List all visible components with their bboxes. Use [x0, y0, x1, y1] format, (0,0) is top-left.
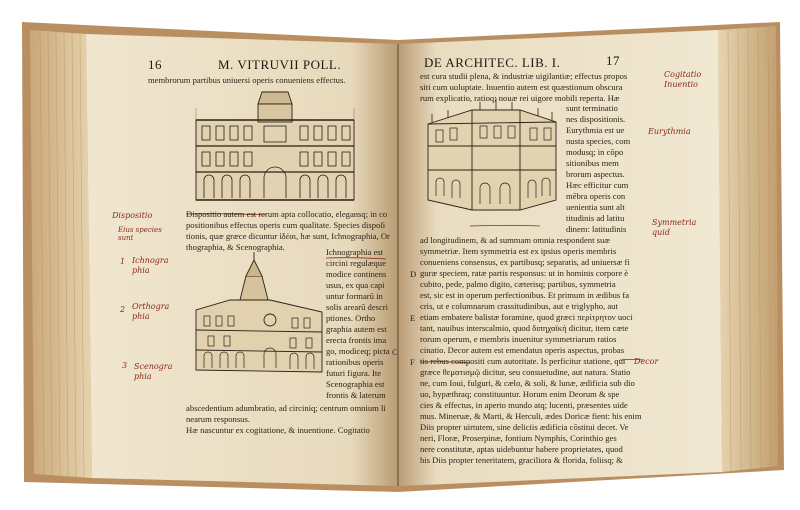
- text-line: nearum responsus.: [186, 415, 250, 424]
- left-running-head: M. VITRUVII POLL.: [218, 57, 342, 72]
- text-line: tant, nauibus interscalmio, quod διπηχαϊκή dicitur, item cæte: [420, 324, 629, 333]
- text-line: sunt terminatio: [566, 104, 618, 113]
- text-line: futuri figura. Ite: [326, 369, 382, 378]
- note-dispositio: Dispositio: [112, 211, 153, 220]
- text-line: Dispositio autem est rerum apta collocatio, elegansq; in co: [186, 210, 388, 219]
- text-line: conueniens consensus, ex partibusq; separatis, ad uniuersæ fi: [420, 258, 630, 267]
- text-line: guræ speciem, ratæ partis responsus: ut in hominis corpore è: [420, 269, 629, 278]
- note-num-1: 1: [120, 257, 126, 266]
- text-line: graphia autem est: [326, 325, 387, 334]
- text-line: Ichnographia est: [326, 248, 384, 257]
- text-line: usus, ex qua capi: [326, 281, 385, 290]
- right-lines-top: [420, 72, 627, 105]
- text-line: frontis & laterum: [326, 391, 386, 400]
- text-line: siti cum uoluptate. Inuentio autem est quæstionum obscura: [420, 83, 623, 92]
- text-line: est, sic est in operum perfectionibus. Et primum in ædibus fa: [420, 291, 630, 300]
- para-ichnographia: [326, 248, 390, 402]
- note-scenographia: Scenogra phia: [134, 362, 173, 381]
- right-lines-narrow: [566, 104, 630, 236]
- text-line: mus. Mineruæ, & Marti, & Herculi, ædes Doricæ fient: his enim: [420, 412, 642, 421]
- text-line: est cura studii plena, & industriæ uigilantiæ; effectus propos: [420, 72, 628, 81]
- text-line: untur formarū in: [326, 292, 383, 301]
- text-line: erecta frontis ima: [326, 336, 387, 345]
- note-num-2: 2: [120, 305, 126, 314]
- right-page-edges: [718, 26, 778, 472]
- margin-letter-f: F: [410, 357, 415, 367]
- note-cogitatio: Cogitatio Inuentio: [664, 70, 702, 89]
- text-line: mēbra operis con: [566, 192, 626, 201]
- text-line: cies & effectus, in aperto mundo atq; lucenti, præsentes uide: [420, 401, 628, 410]
- text-line: rorum operum, e membris inuenitur symmetriarum ratios: [420, 335, 617, 344]
- note-num-3: 3: [122, 361, 128, 370]
- text-line: go, modiceq; picta: [326, 347, 390, 356]
- text-line: sitionibus mem: [566, 159, 619, 168]
- text-line: dinem: latitudinis: [566, 225, 627, 234]
- text-line: tis rebus compositi cum autoritate. Is perficitur statione, qui: [420, 357, 626, 366]
- text-line: Hæ nascuntur ex cogitatione, & inuentione. Cogitatio: [186, 426, 370, 435]
- text-line: positionibus effectus operis cum qualitate. Species dispoſi: [186, 221, 386, 230]
- text-line: cinatio. Decor autem est emendatus operis aspectus, probas: [420, 346, 625, 355]
- margin-letter-d: D: [410, 269, 417, 279]
- left-page-number: 16: [148, 57, 162, 72]
- text-line: ad longitudinem, & ad summam omnia respondent suæ: [420, 236, 610, 245]
- text-line: thographia, & Scenographia.: [186, 243, 285, 252]
- note-decor: Decor: [634, 357, 659, 366]
- text-line: ptiones. Ortho: [326, 314, 376, 323]
- note-eius-species: Eius species sunt: [118, 226, 162, 243]
- text-line: his Diis propter teneritatem, graciliora & florida, foliisq; &: [420, 456, 623, 465]
- text-line: modice continens: [326, 270, 387, 279]
- note-orthographia: Orthogra phia: [132, 302, 170, 321]
- text-line: nusta species, com: [566, 137, 631, 146]
- text-line: circini regulæque: [326, 259, 386, 268]
- text-line: nes dispositionis.: [566, 115, 626, 124]
- left-first-line: membrorum partibus uniuersi operis conueniens effectus.: [148, 75, 346, 85]
- text-line: brorum aspectus.: [566, 170, 625, 179]
- text-line: Hæc efficitur cum: [566, 181, 629, 190]
- text-line: cris, ut e columnarum crassitudinibus, aut e triglypho, aut: [420, 302, 618, 311]
- text-line: Eurythmia est ue: [566, 126, 625, 135]
- note-symmetria: Symmetria quid: [652, 218, 697, 237]
- text-line: modusq; in cōpo: [566, 148, 624, 157]
- text-line: rum explicatio, ratioq; nouæ rei uigore mobili reperta. Hæ: [420, 94, 620, 103]
- text-line: neri, Floræ, Proserpinæ, fontium Nymphis, Corinthio ges: [420, 434, 617, 443]
- text-line: titudinis ad latitu: [566, 214, 625, 223]
- text-line: abscedentium adumbratio, ad circiniq; centrum omnium li: [186, 404, 386, 413]
- right-lines-bottom: [420, 236, 642, 467]
- text-line: symmetriæ. Item symmetria est ex ipsius operis membris: [420, 247, 617, 256]
- right-running-head: DE ARCHITEC. LIB. I.: [424, 55, 561, 70]
- text-line: cubito, pede, palmo digito, cæterisq; partibus, symmetria: [420, 280, 616, 289]
- left-page-edges: [30, 30, 92, 478]
- text-line: tionis, quæ græce dicuntur ἰδέαι, hæ sunt, Ichnographia, Or: [186, 232, 390, 241]
- text-line: Diis propter uirtutem, sine deliciis ædificia cōstitui decet. Ve: [420, 423, 629, 432]
- text-line: Scenographia est: [326, 380, 385, 389]
- text-line: ne, cum Ioui, fulguri, & cælo, & soli, & lunæ, ædificia sub dio: [420, 379, 635, 388]
- margin-letter-c: C: [392, 347, 398, 357]
- text-line: uenientia sunt alt: [566, 203, 625, 212]
- text-line: uo, hypæthraq; constituuntur. Horum enim Deorum & spe: [420, 390, 620, 399]
- right-page-number: 17: [606, 53, 620, 68]
- text-line: etiam embatere balistæ foramine, quod græci περίτρητον uoci: [420, 313, 633, 322]
- note-ichnographia: Ichnogra phia: [132, 256, 169, 275]
- text-line: solis arearū descri: [326, 303, 389, 312]
- text-line: nere constitutæ, aptas uidebuntur habere proprietates, quod: [420, 445, 623, 454]
- note-eurythmia: Eurythmia: [648, 127, 691, 136]
- text-line: græce θεματισμῷ dicitur, seu consuetudine, aut natura. Statio: [420, 368, 631, 377]
- text-line: rationibus operis: [326, 358, 384, 367]
- para-end: [186, 404, 386, 437]
- margin-letter-e: E: [410, 313, 416, 323]
